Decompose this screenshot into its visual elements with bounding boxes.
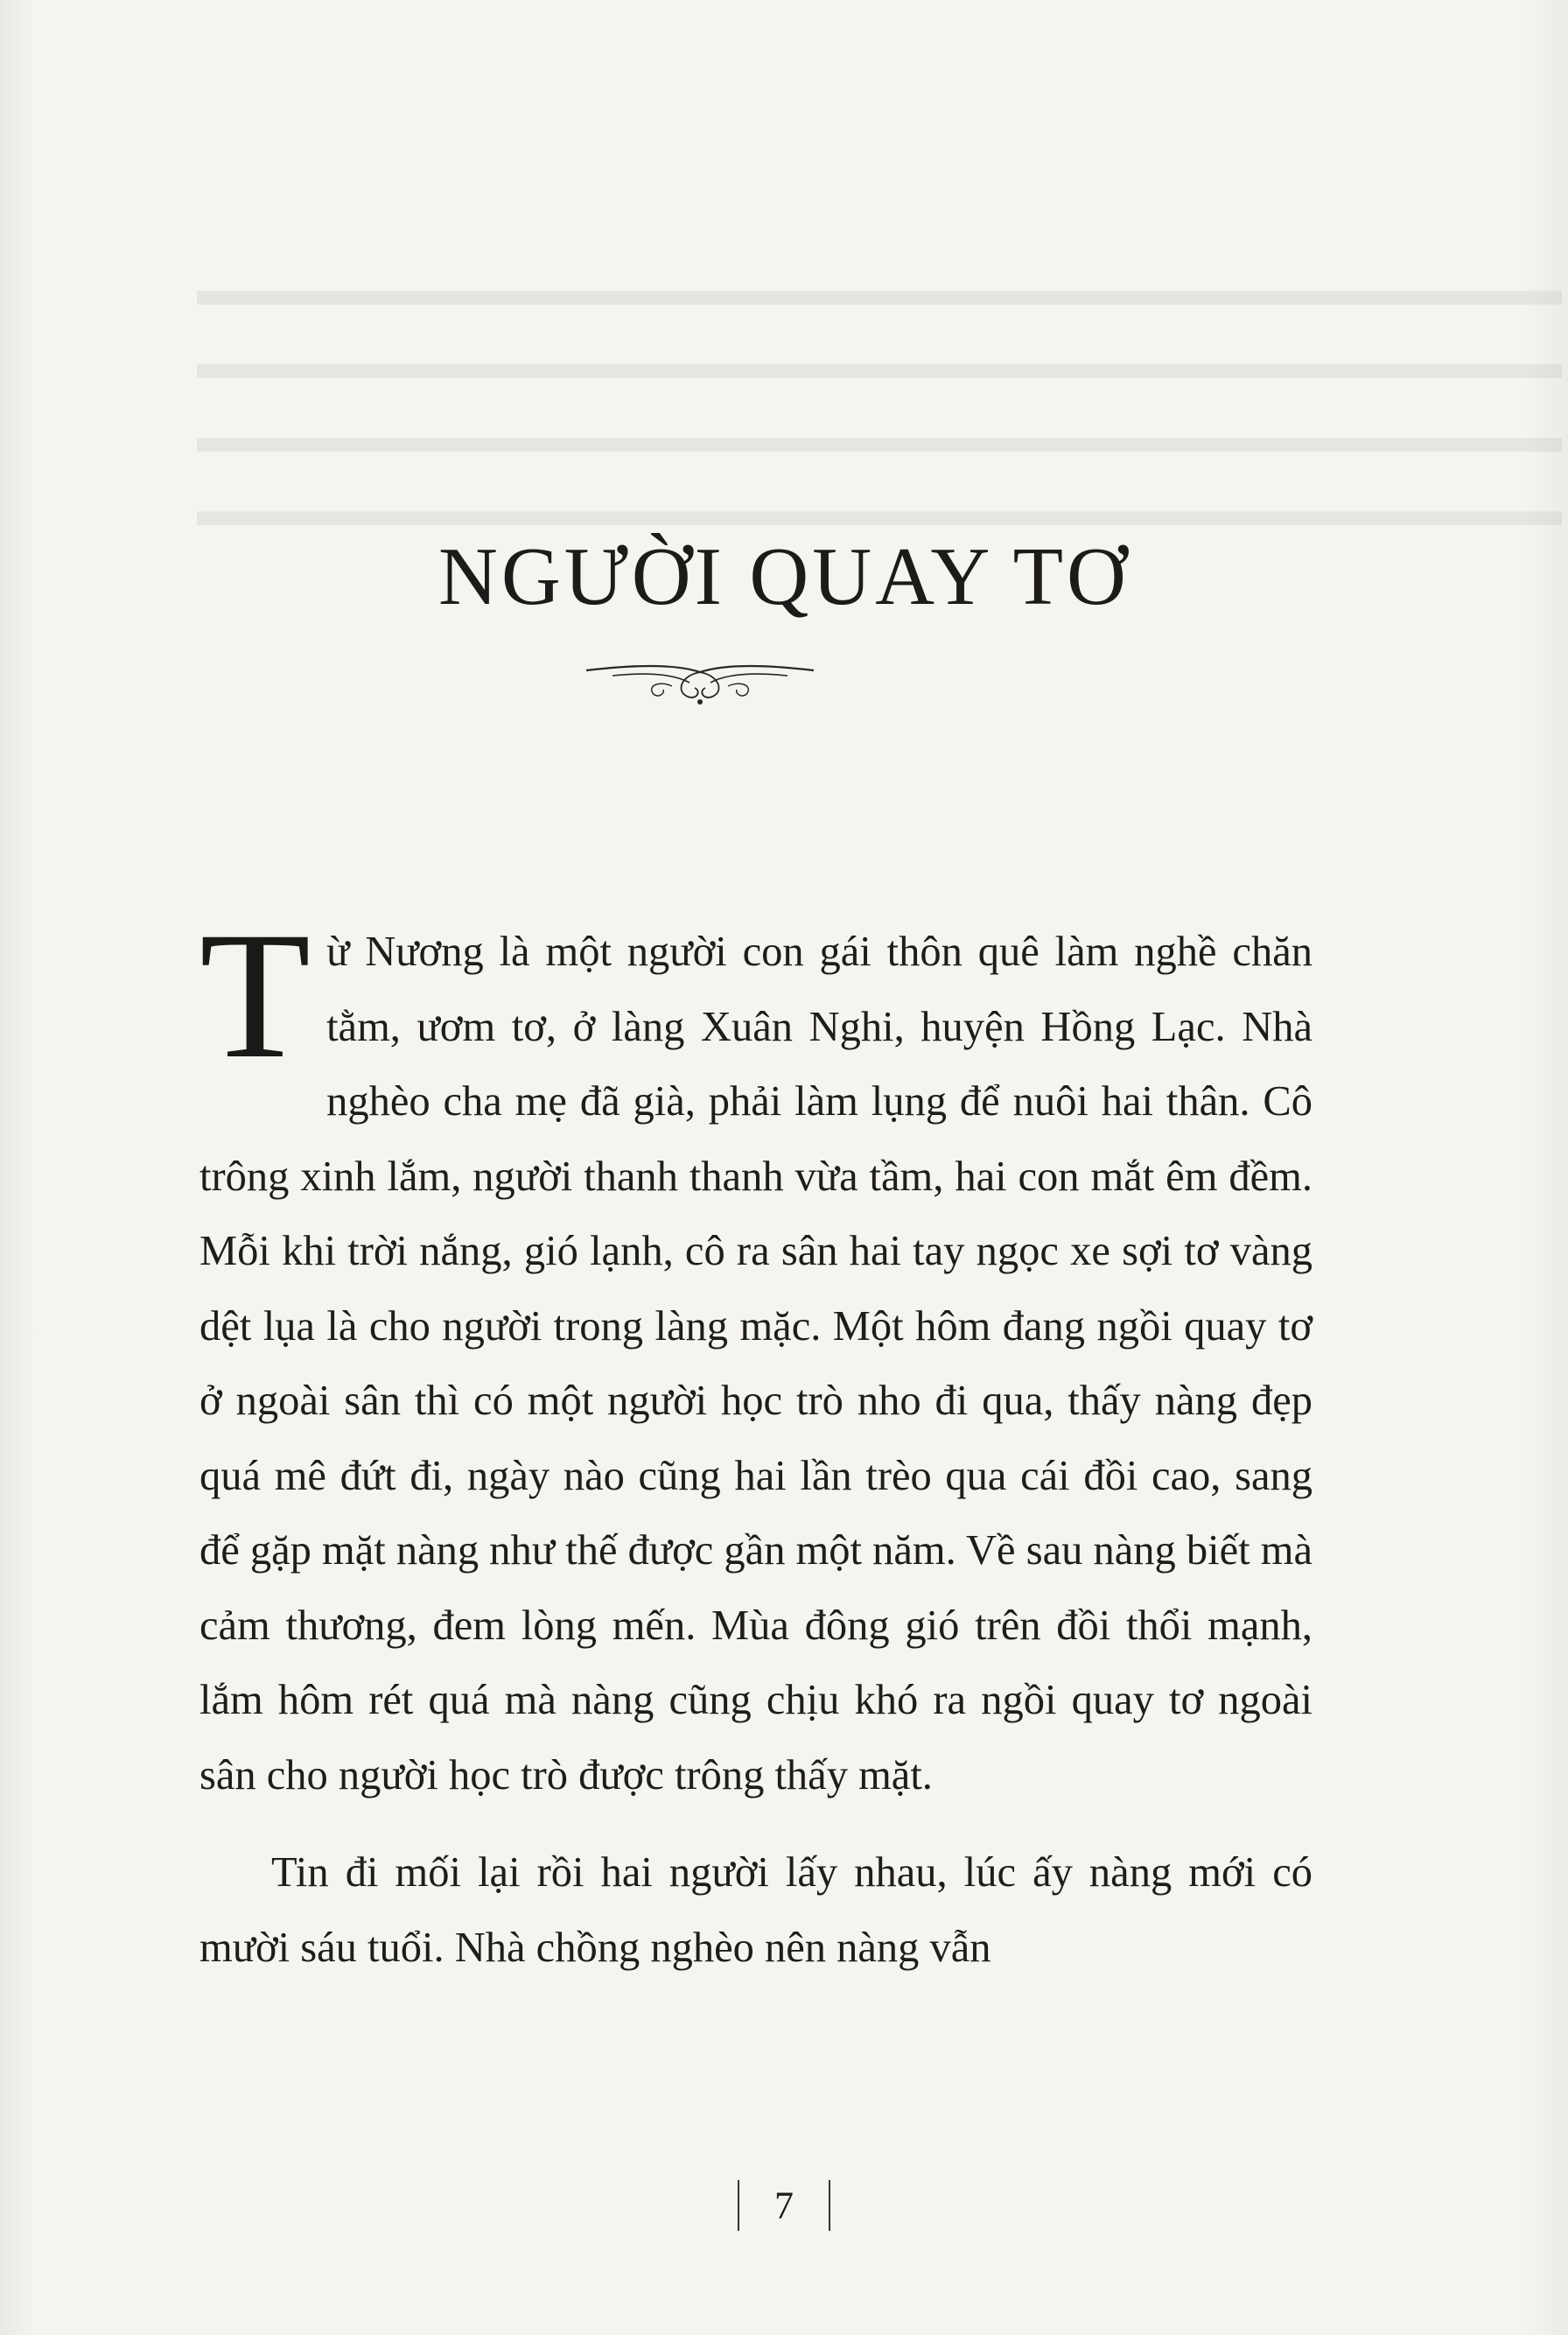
paragraph-text: ừ Nương là một người con gái thôn quê làm nghề chăn tằm, ươm tơ, ở làng Xuân Nghi, huyện Hồng Lạc. Nhà nghèo cha mẹ đã già, phải làm lụng để nuôi hai thân. Cô trông xinh lắm, người thanh thanh vừa tầm, hai con mắt êm đềm. Mỗi khi trời nắng, gió lạnh, cô ra sân hai tay ngọc xe sợi tơ vàng dệt lụa là cho người trong làng mặc. Một hôm đang ngồi quay tơ ở ngoài sân thì có một người học trò nho đi qua, thấy nàng đẹp quá mê đứt đi, ngày nào cũng hai lần trèo qua cái đồi cao, sang để gặp mặt nàng như thế được gần một năm. Về sau nàng biết mà cảm thương, đem lòng mến. Mùa đông gió trên đồi thổi mạnh, lắm hôm rét quá mà nàng cũng chịu khó ra ngồi quay tơ ngoài sân cho người học trò được trông thấy mặt. (200, 929, 1312, 1799)
divider (738, 2180, 739, 2231)
drop-cap: T (200, 894, 312, 1096)
chapter-title: NGƯỜI QUAY TƠ (438, 531, 1130, 622)
paragraph (200, 894, 1312, 1813)
page-number: 7 (774, 2184, 794, 2227)
show-through-texture: ▬▬▬▬▬▬▬▬▬▬▬▬▬▬▬▬▬▬▬▬▬▬▬▬▬▬▬▬▬▬ ▬▬▬▬▬▬▬▬▬▬▬▬▬▬▬▬▬▬▬▬▬▬▬▬▬▬▬▬▬▬ ▬▬▬▬▬▬▬▬▬▬▬▬▬▬▬▬▬▬▬▬▬▬▬▬▬▬▬▬▬▬ ▬▬▬▬▬▬▬▬▬▬▬▬▬▬▬▬▬▬▬▬▬▬▬▬▬▬▬▬▬▬ (197, 265, 1562, 536)
paragraph: Tin đi mối lại rồi hai người lấy nhau, lúc ấy nàng mới có mười sáu tuổi. Nhà chồng nghèo nên nàng vẫn (200, 1849, 1312, 1971)
divider (829, 2180, 830, 2231)
page-footer (0, 2179, 1568, 2231)
body-text (200, 894, 1312, 1985)
flourish-ornament-icon (578, 646, 822, 716)
